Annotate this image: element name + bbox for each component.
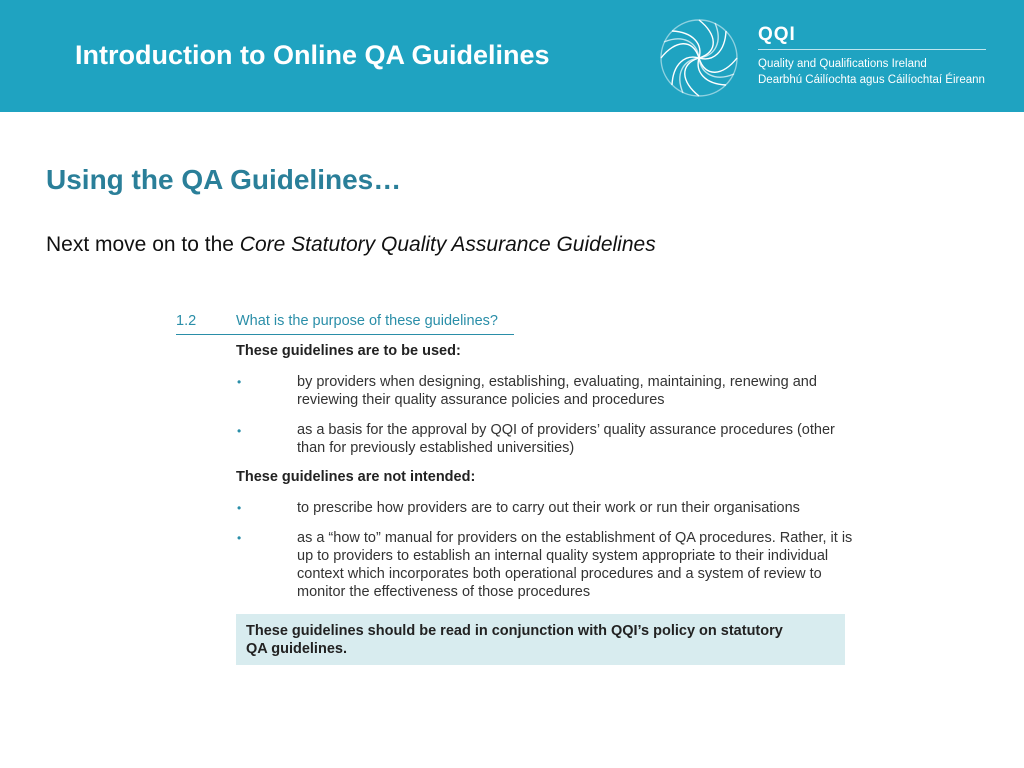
bullet-icon: • <box>237 375 242 389</box>
intro-emphasis: Core Statutory Quality Assurance Guidelines <box>239 233 656 256</box>
used-item-2: as a basis for the approval by QQI of providers’ quality assurance procedures (other than for previously established universities) <box>297 422 835 456</box>
qqi-logo-icon <box>657 16 741 100</box>
logo-brand: QQI <box>758 24 796 45</box>
callout-box <box>236 614 845 665</box>
page-title: Introduction to Online QA Guidelines <box>75 40 550 70</box>
used-item-1: by providers when designing, establishing, evaluating, maintaining, renewing and reviewing their quality assurance policies and procedures <box>297 374 817 408</box>
section-number: 1.2 <box>176 313 197 329</box>
logo-divider <box>758 49 986 50</box>
not-item-1: to prescribe how providers are to carry out their work or run their organisations <box>297 500 800 516</box>
intro-prefix: Next move on to the <box>46 233 240 256</box>
bullet-icon: • <box>237 424 242 438</box>
bullet-icon: • <box>237 531 242 545</box>
section-title: What is the purpose of these guidelines? <box>236 313 498 329</box>
slide-heading: Using the QA Guidelines… <box>46 164 402 195</box>
bullet-icon: • <box>237 501 242 515</box>
not-item-2: as a “how to” manual for providers on the establishment of QA procedures. Rather, it is up to providers to establish an internal quality system appropriate to their individual context which incorporates both operational procedures and a system of review to monitor the effectiveness of those procedures <box>297 530 853 600</box>
intro-text <box>46 233 656 257</box>
used-heading: These guidelines are to be used: <box>236 343 461 359</box>
logo-english-name: Quality and Qualifications Ireland <box>758 58 927 70</box>
section-divider <box>176 334 514 335</box>
not-intended-heading: These guidelines are not intended: <box>236 469 476 485</box>
header-banner <box>0 0 1024 112</box>
logo-irish-name: Dearbhú Cáilíochta agus Cáilíochtaí Éireann <box>758 74 985 86</box>
callout-text: These guidelines should be read in conjunction with QQI’s policy on statutory QA guidelines. <box>246 623 783 657</box>
